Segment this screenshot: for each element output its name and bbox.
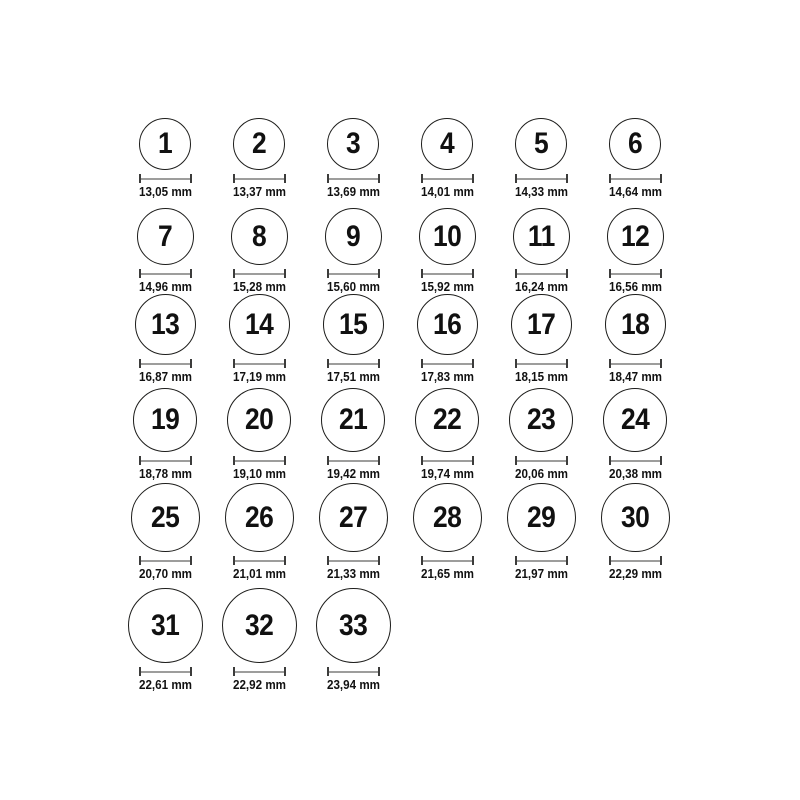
ring-chart-row — [118, 118, 682, 199]
ring-size-item — [212, 388, 306, 481]
ring-size-number: 11 — [527, 219, 555, 253]
ring-circle — [415, 388, 479, 452]
ring-size-number: 8 — [251, 219, 267, 253]
ring-circle — [133, 388, 197, 452]
ring-size-number: 17 — [526, 307, 556, 341]
ring-circle — [321, 388, 385, 452]
ring-chart-row — [118, 208, 682, 294]
ring-circle — [319, 483, 388, 552]
diameter-measure-line — [327, 456, 380, 465]
diameter-measure-line — [327, 556, 380, 565]
ring-circle — [222, 588, 297, 663]
ring-size-item — [494, 294, 588, 384]
diameter-label: 13,37 mm — [232, 185, 286, 199]
ring-size-number: 15 — [338, 307, 368, 341]
ring-size-number: 22 — [432, 403, 462, 436]
ring-size-number: 33 — [338, 608, 368, 642]
diameter-measure-line — [233, 556, 286, 565]
diameter-measure-line — [609, 269, 662, 278]
ring-circle — [507, 483, 576, 552]
diameter-measure-line — [421, 359, 474, 368]
diameter-label: 16,56 mm — [608, 280, 662, 294]
ring-circle — [509, 388, 573, 452]
diameter-label: 16,24 mm — [514, 280, 568, 294]
ring-size-number: 1 — [157, 127, 173, 160]
ring-size-item — [400, 118, 494, 199]
diameter-measure-line — [233, 359, 286, 368]
ring-size-number: 9 — [345, 219, 361, 253]
ring-size-item — [212, 483, 306, 581]
diameter-label: 23,94 mm — [326, 678, 380, 692]
diameter-label: 19,42 mm — [326, 467, 380, 481]
ring-circle — [419, 208, 476, 265]
ring-size-number: 21 — [338, 403, 368, 436]
diameter-label: 17,19 mm — [232, 370, 286, 384]
ring-circle — [601, 483, 670, 552]
ring-circle — [137, 208, 194, 265]
ring-size-item — [212, 118, 306, 199]
ring-size-number: 28 — [432, 500, 462, 534]
ring-circle — [607, 208, 664, 265]
ring-size-number: 23 — [526, 403, 556, 436]
diameter-label: 17,51 mm — [326, 370, 380, 384]
diameter-measure-line — [139, 556, 192, 565]
diameter-label: 19,10 mm — [232, 467, 286, 481]
ring-size-item — [400, 483, 494, 581]
diameter-label: 22,61 mm — [138, 678, 192, 692]
ring-circle — [231, 208, 288, 265]
diameter-label: 15,28 mm — [232, 280, 286, 294]
ring-size-item — [588, 483, 682, 581]
ring-size-item — [212, 208, 306, 294]
diameter-label: 21,97 mm — [514, 567, 568, 581]
ring-size-item — [306, 208, 400, 294]
diameter-measure-line — [233, 174, 286, 183]
ring-size-number: 2 — [251, 127, 267, 160]
ring-circle — [327, 118, 379, 170]
diameter-label: 15,60 mm — [326, 280, 380, 294]
diameter-measure-line — [515, 174, 568, 183]
diameter-label: 14,01 mm — [420, 185, 474, 199]
ring-circle — [135, 294, 196, 355]
ring-size-number: 14 — [244, 307, 274, 341]
ring-size-number: 6 — [627, 127, 643, 160]
ring-size-number: 31 — [150, 608, 180, 642]
ring-size-item — [494, 483, 588, 581]
ring-size-item — [588, 294, 682, 384]
ring-circle — [609, 118, 661, 170]
ring-circle — [128, 588, 203, 663]
diameter-label: 21,65 mm — [420, 567, 474, 581]
ring-chart-row — [118, 388, 682, 481]
ring-size-item — [400, 388, 494, 481]
ring-size-number: 19 — [150, 403, 180, 436]
diameter-measure-line — [233, 667, 286, 676]
diameter-measure-line — [421, 456, 474, 465]
ring-size-number: 25 — [150, 500, 180, 534]
diameter-measure-line — [139, 456, 192, 465]
diameter-label: 15,92 mm — [420, 280, 474, 294]
ring-chart-row — [118, 483, 682, 581]
diameter-label: 18,47 mm — [608, 370, 662, 384]
ring-size-number: 27 — [338, 500, 368, 534]
diameter-label: 17,83 mm — [420, 370, 474, 384]
ring-circle — [325, 208, 382, 265]
ring-size-number: 20 — [244, 403, 274, 436]
ring-size-number: 24 — [620, 403, 650, 436]
diameter-measure-line — [327, 174, 380, 183]
ring-size-item — [306, 118, 400, 199]
diameter-measure-line — [515, 269, 568, 278]
ring-size-item — [494, 118, 588, 199]
ring-size-item — [306, 483, 400, 581]
ring-size-item — [212, 294, 306, 384]
diameter-measure-line — [139, 667, 192, 676]
ring-size-item — [494, 208, 588, 294]
diameter-measure-line — [515, 556, 568, 565]
ring-circle — [421, 118, 473, 170]
diameter-label: 22,92 mm — [232, 678, 286, 692]
ring-size-number: 12 — [620, 219, 650, 253]
diameter-measure-line — [609, 456, 662, 465]
diameter-label: 20,70 mm — [138, 567, 192, 581]
ring-chart-row — [118, 294, 682, 384]
diameter-measure-line — [609, 556, 662, 565]
diameter-label: 20,38 mm — [608, 467, 662, 481]
ring-size-item — [212, 588, 306, 692]
ring-size-number: 32 — [244, 608, 274, 642]
diameter-measure-line — [515, 359, 568, 368]
ring-size-item — [588, 388, 682, 481]
diameter-measure-line — [609, 359, 662, 368]
ring-circle — [413, 483, 482, 552]
diameter-label: 18,15 mm — [514, 370, 568, 384]
ring-size-number: 4 — [439, 127, 455, 160]
ring-size-item — [118, 118, 212, 199]
ring-circle — [131, 483, 200, 552]
diameter-label: 14,96 mm — [138, 280, 192, 294]
ring-size-item — [400, 294, 494, 384]
diameter-label: 16,87 mm — [138, 370, 192, 384]
ring-size-item — [588, 208, 682, 294]
ring-circle — [316, 588, 391, 663]
ring-size-number: 30 — [620, 500, 650, 534]
ring-size-number: 5 — [533, 127, 549, 160]
ring-circle — [229, 294, 290, 355]
diameter-label: 21,33 mm — [326, 567, 380, 581]
ring-size-number: 7 — [157, 219, 173, 253]
diameter-measure-line — [609, 174, 662, 183]
ring-size-item — [588, 118, 682, 199]
ring-size-item — [118, 483, 212, 581]
ring-size-item — [118, 208, 212, 294]
ring-size-number: 16 — [432, 307, 462, 341]
ring-size-item — [306, 294, 400, 384]
ring-chart-row — [118, 588, 400, 692]
ring-circle — [233, 118, 285, 170]
ring-size-number: 29 — [526, 500, 556, 534]
ring-circle — [139, 118, 191, 170]
diameter-measure-line — [421, 269, 474, 278]
ring-size-item — [118, 588, 212, 692]
diameter-measure-line — [139, 359, 192, 368]
ring-circle — [323, 294, 384, 355]
ring-circle — [603, 388, 667, 452]
ring-size-number: 18 — [620, 307, 650, 341]
ring-size-item — [118, 388, 212, 481]
ring-size-number: 13 — [150, 307, 180, 341]
diameter-measure-line — [515, 456, 568, 465]
ring-circle — [605, 294, 666, 355]
ring-circle — [513, 208, 570, 265]
ring-circle — [515, 118, 567, 170]
diameter-measure-line — [139, 269, 192, 278]
ring-size-item — [306, 588, 400, 692]
ring-size-number: 26 — [244, 500, 274, 534]
diameter-label: 13,05 mm — [138, 185, 192, 199]
diameter-measure-line — [327, 359, 380, 368]
ring-circle — [225, 483, 294, 552]
diameter-measure-line — [421, 174, 474, 183]
diameter-measure-line — [233, 456, 286, 465]
diameter-measure-line — [327, 667, 380, 676]
diameter-label: 14,64 mm — [608, 185, 662, 199]
diameter-label: 18,78 mm — [138, 467, 192, 481]
diameter-label: 22,29 mm — [608, 567, 662, 581]
diameter-measure-line — [139, 174, 192, 183]
diameter-label: 21,01 mm — [232, 567, 286, 581]
diameter-label: 19,74 mm — [420, 467, 474, 481]
ring-size-number: 10 — [432, 219, 462, 253]
diameter-label: 13,69 mm — [326, 185, 380, 199]
ring-size-item — [494, 388, 588, 481]
ring-size-number: 3 — [345, 127, 361, 160]
diameter-measure-line — [421, 556, 474, 565]
diameter-measure-line — [327, 269, 380, 278]
diameter-label: 14,33 mm — [514, 185, 568, 199]
ring-size-item — [306, 388, 400, 481]
ring-size-item — [118, 294, 212, 384]
ring-size-item — [400, 208, 494, 294]
ring-circle — [511, 294, 572, 355]
ring-circle — [417, 294, 478, 355]
diameter-label: 20,06 mm — [514, 467, 568, 481]
ring-circle — [227, 388, 291, 452]
diameter-measure-line — [233, 269, 286, 278]
